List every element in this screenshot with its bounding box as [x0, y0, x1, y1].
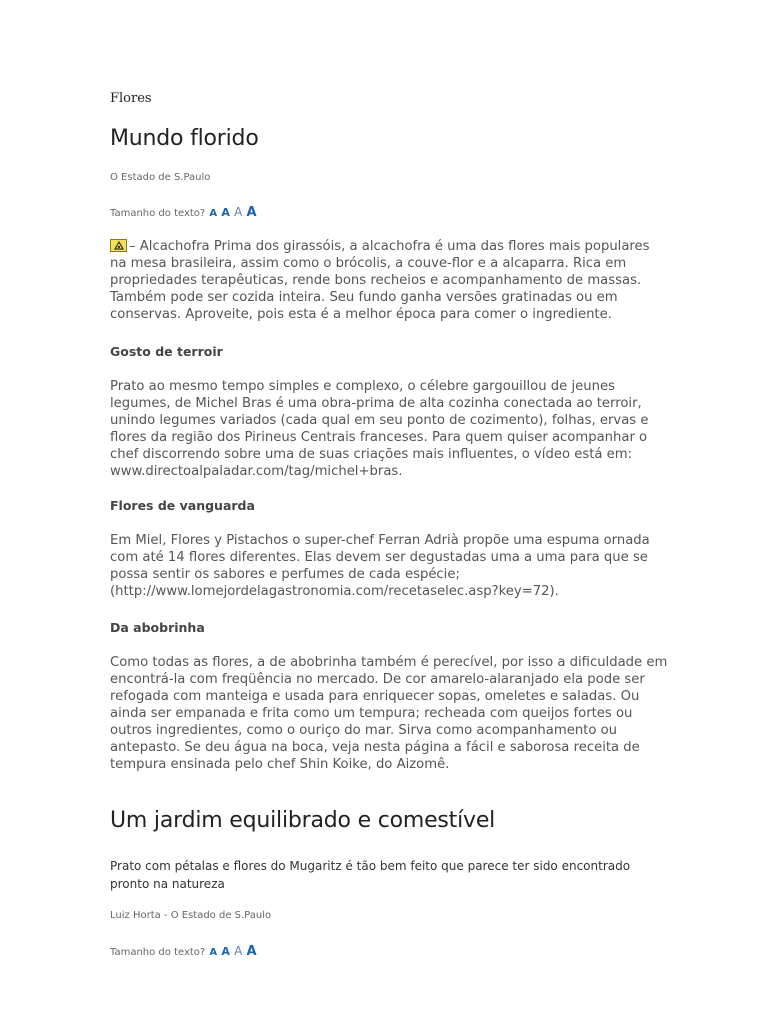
subheading: Gosto de terroir	[110, 344, 223, 359]
subheading: Da abobrinha	[110, 620, 205, 635]
text-size-smallest-button[interactable]: A	[209, 947, 218, 958]
article-paragraph: Em Miel, Flores y Pistachos o super-chef Ferran Adrià propõe uma espuma ornada com até 14 flores diferentes. Elas devem ser degustadas uma a uma para que se possa sentir os sabores e perfumes de cada espécie; (http://www.lomejordelagastronomia.com/recetaselec.asp?key=72).	[110, 533, 650, 599]
text-size-label: Tamanho do texto?	[110, 208, 206, 219]
article-paragraph: Prato ao mesmo tempo simples e complexo, o célebre gargouillou de jeunes legumes, de Michel Bras é uma obra-prima de alta cozinha conectada ao terroir, unindo legumes variados (cada qual em seu ponto de cozimento), folhas, ervas e flores da região dos Pirineus Centrais franceses. Para quem quiser acompanhar o chef discorrendo sobre uma de suas criações mais influentes, o vídeo está em: www.directoalpaladar.com/tag/michel+bras.	[110, 379, 649, 479]
text-size-small-button[interactable]: A	[221, 945, 230, 958]
text-size-medium-button[interactable]: A	[234, 205, 243, 219]
image-placeholder-icon	[110, 239, 127, 252]
text-size-large-button[interactable]: A	[246, 205, 257, 220]
article-paragraph: Como todas as flores, a de abobrinha também é perecível, por isso a dificuldade em encontrá-la com freqüência no mercado. De cor amarelo-alaranjado ela pode ser refogada com manteiga e usada para enriquecer sopas, omeletes e saladas. Ou ainda ser empanada e frita como um tempura; recheada com queijos fortes ou outros ingredientes, como o ouriço do mar. Sirva como acompanhamento ou antepasto. Se deu água na boca, veja nesta página a fácil e saborosa receita de tempura ensinada pelo chef Shin Koike, do Aizomê.	[110, 655, 668, 772]
text-size-small-button[interactable]: A	[221, 206, 230, 219]
text-size-control	[110, 205, 257, 220]
article-source: Luiz Horta - O Estado de S.Paulo	[110, 910, 272, 921]
subheading: Flores de vanguarda	[110, 498, 255, 513]
text-size-smallest-button[interactable]: A	[209, 208, 218, 219]
text-size-label: Tamanho do texto?	[110, 947, 206, 958]
article-paragraph	[110, 238, 670, 323]
article-lead: Prato com pétalas e flores do Mugaritz é tão bem feito que parece ter sido encontrado pronto na natureza	[110, 859, 631, 891]
section-label: Flores	[110, 91, 152, 106]
paragraph-text: – Alcachofra Prima dos girassóis, a alcachofra é uma das flores mais populares na mesa brasileira, assim como o brócolis, a couve-flor e a alcaparra. Rica em propriedades terapêuticas, rende bons recheios e acompanhamento de massas. Também pode ser cozida inteira. Seu fundo ganha versões gratinadas ou em conservas. Aproveite, pois esta é a melhor época para comer o ingrediente.	[110, 239, 650, 322]
article-title: Mundo florido	[110, 126, 259, 151]
article-source: O Estado de S.Paulo	[110, 172, 211, 183]
text-size-large-button[interactable]: A	[246, 944, 257, 959]
article-title: Um jardim equilibrado e comestível	[110, 808, 496, 833]
text-size-medium-button[interactable]: A	[234, 944, 243, 958]
text-size-control	[110, 944, 257, 959]
